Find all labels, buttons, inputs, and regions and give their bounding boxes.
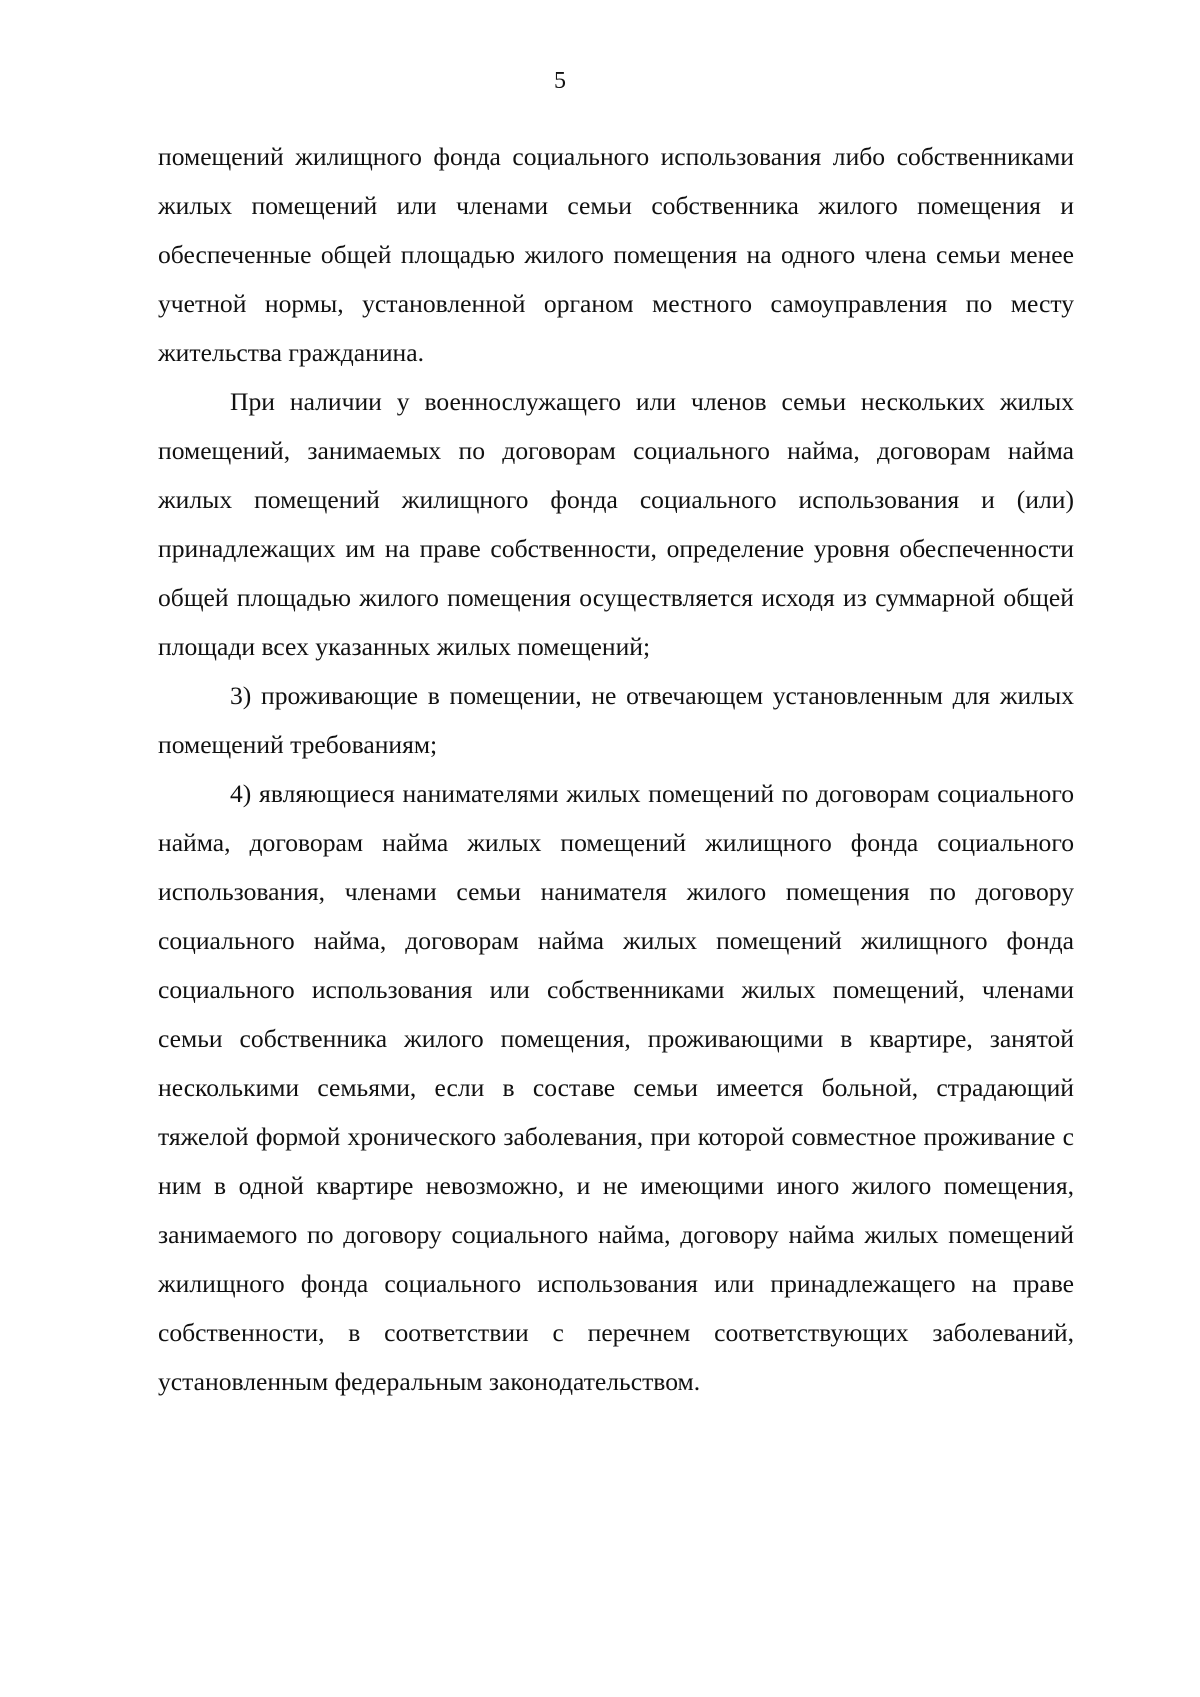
paragraph-item-3: 3) проживающие в помещении, не отвечающем установленным для жилых помещений требованиям; bbox=[158, 681, 1074, 759]
paragraph-continuation: помещений жилищного фонда социального использования либо собственниками жилых помещений или членами семьи собственника жилого помещения и обеспеченные общей площадью жилого помещения на одного члена семьи менее учетной нормы, установленной органом местного самоуправления по месту жительства гражданина. bbox=[158, 142, 1074, 367]
page-number: 5 bbox=[554, 68, 566, 94]
paragraph-multiple-dwellings: При наличии у военнослужащего или членов семьи нескольких жилых помещений, занимаемых по договорам социального найма, договорам найма жилых помещений жилищного фонда социального использования и (или) принадлежащих им на праве собственности, определение уровня обеспеченности общей площадью жилого помещения осуществляется исходя из суммарной общей площади всех указанных жилых помещений; bbox=[158, 387, 1074, 661]
document-body bbox=[158, 132, 1074, 1406]
paragraph-item-4: 4) являющиеся нанимателями жилых помещений по договорам социального найма, договорам найма жилых помещений жилищного фонда социального использования, членами семьи нанимателя жилого помещения по договору социального найма, договорам найма жилых помещений жилищного фонда социального использования или собственниками жилых помещений, членами семьи собственника жилого помещения, проживающими в квартире, занятой несколькими семьями, если в составе семьи имеется больной, страдающий тяжелой формой хронического заболевания, при которой совместное проживание с ним в одной квартире невозможно, и не имеющими иного жилого помещения, занимаемого по договору социального найма, договору найма жилых помещений жилищного фонда социального использования или принадлежащего на праве собственности, в соответствии с перечнем соответствующих заболеваний, установленным федеральным законодательством. bbox=[158, 779, 1074, 1396]
